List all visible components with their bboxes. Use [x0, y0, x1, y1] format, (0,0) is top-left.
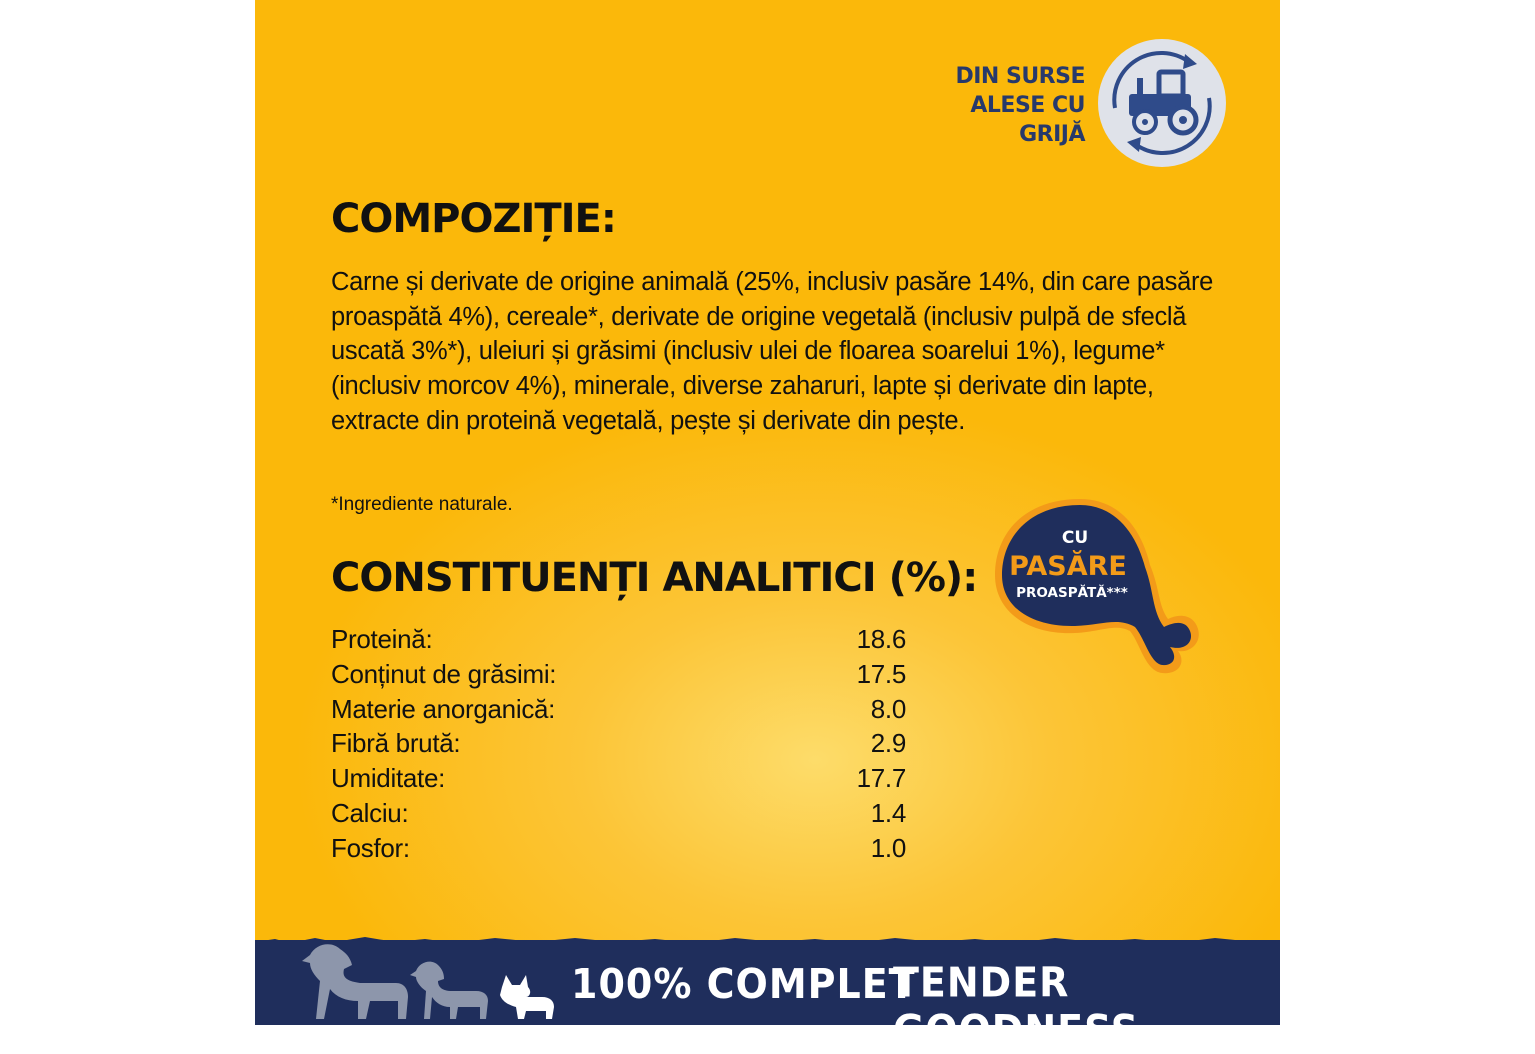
- row-label: Fibră brută:: [331, 728, 461, 759]
- row-label: Umiditate:: [331, 763, 446, 794]
- table-row: [331, 763, 906, 798]
- row-value: 17.5: [856, 658, 906, 689]
- table-row: [331, 833, 906, 868]
- medium-dog-icon: [410, 962, 488, 1019]
- sourcing-line-1: DIN SURSE: [955, 64, 1085, 89]
- sourcing-line-2: ALESE CU: [970, 93, 1085, 118]
- table-row: [331, 728, 906, 763]
- sourcing-badge-text: [945, 62, 1085, 149]
- row-value: 1.4: [870, 797, 906, 828]
- dogs-icons: [280, 935, 580, 1023]
- row-value: 2.9: [870, 728, 906, 759]
- row-value: 1.0: [870, 832, 906, 863]
- table-row: [331, 798, 906, 833]
- chicken-drumstick-icon: [990, 493, 1205, 678]
- footer-text-complete: 100% COMPLET: [571, 960, 916, 1008]
- analytics-table: [331, 624, 906, 868]
- composition-heading: COMPOZIȚIE:: [331, 196, 616, 242]
- tractor-recycle-icon: [1097, 38, 1227, 168]
- table-row: [331, 624, 906, 659]
- row-label: Fosfor:: [331, 832, 410, 863]
- analytics-heading: CONSTITUENȚI ANALITICI (%):: [331, 555, 978, 601]
- large-dog-icon: [302, 944, 408, 1019]
- sourcing-line-3: GRIJĂ: [1019, 122, 1085, 147]
- row-label: Conținut de grăsimi:: [331, 658, 557, 689]
- table-row: [331, 659, 906, 694]
- row-value: 18.6: [856, 624, 906, 654]
- chicken-badge-line1: CU: [1061, 528, 1089, 548]
- row-label: Proteină:: [331, 624, 433, 654]
- small-dog-icon: [500, 975, 554, 1019]
- row-label: Materie anorganică:: [331, 693, 556, 724]
- row-value: 17.7: [856, 763, 906, 794]
- composition-text: Carne și derivate de origine animală (25%, inclusiv pasăre 14%, din care pasăre proaspătă 4%), cereale*, derivate de origine vegetală (inclusiv pulpă de sfeclă uscată 3%*), uleiuri și grăsimi (inclusiv ulei de floarea soarelui 1%), legume* (inclusiv morcov 4%), minerale, diverse zaharuri, lapte și derivate din lapte, extracte din proteină vegetală, pește și derivate din pește.: [331, 268, 1214, 435]
- chicken-badge-line3: PROASPĂTĂ***: [1016, 585, 1128, 601]
- row-label: Calciu:: [331, 797, 409, 828]
- footnote: *Ingrediente naturale.: [331, 494, 513, 515]
- row-value: 8.0: [870, 693, 906, 724]
- product-info-panel: [255, 0, 1280, 1054]
- table-row: [331, 694, 906, 729]
- chicken-badge-line2: PASĂRE: [1009, 551, 1127, 582]
- footer-text-tender: TENDER GOODNESS: [893, 958, 1140, 1054]
